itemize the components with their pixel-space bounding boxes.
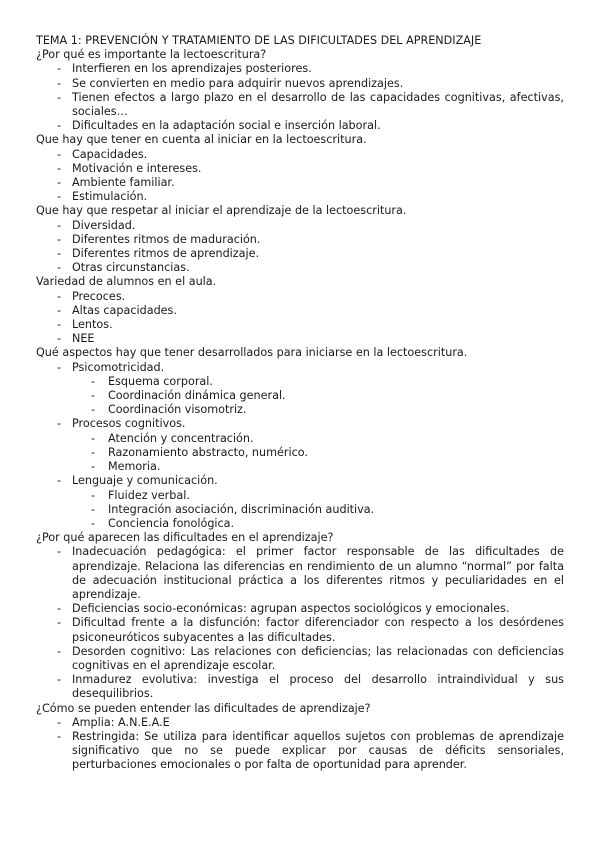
section-heading-variedad: Variedad de alumnos en el aula. — [36, 275, 217, 289]
list-aspectos — [36, 361, 564, 531]
list-item: - Altas capacidades. — [36, 304, 564, 318]
list-group-procesos-cognitivos — [36, 417, 564, 474]
sublist-item: - Coordinación visomotriz. — [72, 403, 564, 417]
section-heading-importancia: ¿Por qué es importante la lectoescritura? — [36, 48, 267, 62]
list-item: - NEE — [36, 332, 564, 346]
group-label: Psicomotricidad. — [72, 360, 165, 374]
list-item: - Tienen efectos a largo plazo en el desarrollo de las capacidades cognitivas, afectivas, sociales… — [36, 91, 564, 119]
list-importancia — [36, 62, 564, 133]
list-item: - Dificultades en la adaptación social e inserción laboral. — [36, 119, 564, 133]
list-item: - Diversidad. — [36, 219, 564, 233]
list-item: - Ambiente familiar. — [36, 176, 564, 190]
list-item: - Restringida: Se utiliza para identificar aquellos sujetos con problemas de aprendizaje significativo que no se puede explicar por causas de déficits sensoriales, perturbaciones emocionales o por falta de oportunidad para aprender. — [36, 730, 564, 773]
list-item: - Se convierten en medio para adquirir nuevos aprendizajes. — [36, 77, 564, 91]
group-label: Procesos cognitivos. — [72, 417, 186, 431]
document-title: TEMA 1: PREVENCIÓN Y TRATAMIENTO DE LAS DIFICULTADES DEL APRENDIZAJE — [36, 34, 482, 47]
list-item: - Desorden cognitivo: Las relaciones con deficiencias; las relacionadas con deficiencias cognitivas en el aprendizaje escolar. — [36, 645, 564, 673]
list-tener-en-cuenta — [36, 148, 564, 205]
section-heading-tener-en-cuenta: Que hay que tener en cuenta al iniciar en la lectoescritura. — [36, 133, 367, 147]
list-item: - Precoces. — [36, 290, 564, 304]
list-respetar — [36, 219, 564, 276]
sublist-item: - Atención y concentración. — [72, 432, 564, 446]
list-item: - Diferentes ritmos de maduración. — [36, 233, 564, 247]
list-item: - Interfieren en los aprendizajes posteriores. — [36, 62, 564, 76]
list-item: - Amplia: A.N.E.A.E — [36, 716, 564, 730]
list-item: - Capacidades. — [36, 148, 564, 162]
list-item: - Lentos. — [36, 318, 564, 332]
list-entender — [36, 716, 564, 773]
sublist-item: - Integración asociación, discriminación auditiva. — [72, 503, 564, 517]
sublist-item: - Esquema corporal. — [72, 375, 564, 389]
list-item: - Otras circunstancias. — [36, 261, 564, 275]
section-heading-respetar: Que hay que respetar al iniciar el aprendizaje de la lectoescritura. — [36, 204, 407, 218]
sublist-item: - Razonamiento abstracto, numérico. — [72, 446, 564, 460]
section-heading-causas: ¿Por qué aparecen las dificultades en el aprendizaje? — [36, 531, 334, 545]
list-item: - Estimulación. — [36, 190, 564, 204]
document-content — [36, 34, 564, 773]
list-group-psicomotricidad — [36, 361, 564, 418]
sublist-procesos-cognitivos — [72, 432, 564, 475]
sublist-item: - Coordinación dinámica general. — [72, 389, 564, 403]
sublist-item: - Memoria. — [72, 460, 564, 474]
list-item: - Inadecuación pedagógica: el primer factor responsable de las dificultades de aprendizaje. Relaciona las diferencias en rendimiento de un alumno “normal” por falta de adecuación institucional práctica a los diferentes ritmos y peculiaridades en el aprendizaje. — [36, 545, 564, 602]
list-item: - Dificultad frente a la disfunción: factor diferenciador con respecto a los desórdenes psiconeuróticos subyacentes a las dificultades. — [36, 616, 564, 644]
section-heading-entender: ¿Cómo se pueden entender las dificultades de aprendizaje? — [36, 701, 371, 715]
sublist-lenguaje — [72, 489, 564, 532]
list-item: - Deficiencias socio-económicas: agrupan aspectos sociológicos y emocionales. — [36, 602, 564, 616]
list-causas — [36, 545, 564, 701]
list-item: - Diferentes ritmos de aprendizaje. — [36, 247, 564, 261]
list-item: - Inmadurez evolutiva: investiga el proceso del desarrollo intraindividual y sus desequilibrios. — [36, 673, 564, 701]
list-variedad — [36, 290, 564, 347]
group-label: Lenguaje y comunicación. — [72, 474, 218, 488]
list-item: - Motivación e intereses. — [36, 162, 564, 176]
list-group-lenguaje — [36, 474, 564, 531]
sublist-item: - Conciencia fonológica. — [72, 517, 564, 531]
sublist-psicomotricidad — [72, 375, 564, 418]
section-heading-aspectos: Qué aspectos hay que tener desarrollados para iniciarse en la lectoescritura. — [36, 346, 468, 360]
sublist-item: - Fluidez verbal. — [72, 489, 564, 503]
